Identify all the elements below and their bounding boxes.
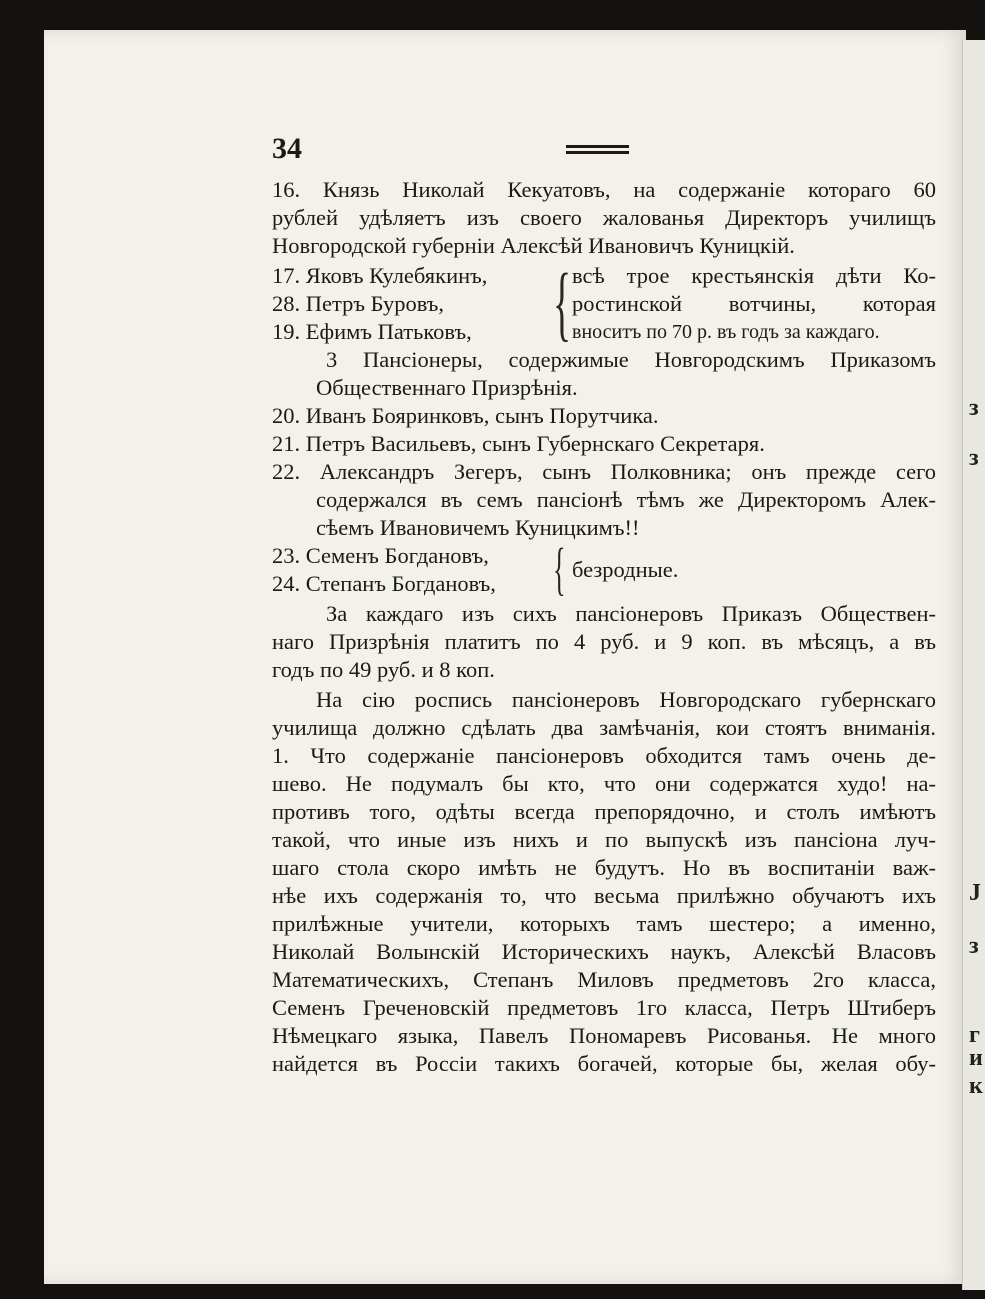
text-line: рублей удѣляетъ изъ своего жалованья Директоръ училищъ: [272, 205, 936, 230]
list-entry: 23. Семенъ Богдановъ,: [272, 543, 489, 568]
text-line: 1. Что содержаніе пансіонеровъ обходится тамъ очень де-: [272, 743, 936, 768]
section-heading: Общественнаго Призрѣнія.: [316, 375, 578, 400]
text-line: содержался въ семъ пансіонѣ тѣмъ же Директоромъ Алек-: [316, 487, 936, 512]
text-line: противъ того, одѣты всегда препорядочно, и столъ имѣютъ: [272, 799, 936, 824]
list-entry: 22. Александръ Зегеръ, сынъ Полковника; онъ прежде сего: [272, 459, 936, 484]
text-line: шаго стола скоро имѣть не будутъ. Но въ воспитаніи важ-: [272, 855, 936, 880]
list-entry: 20. Иванъ Бояринковъ, сынъ Порутчика.: [272, 403, 659, 428]
page-number: 34: [272, 132, 302, 165]
text-line: безродные.: [572, 557, 679, 582]
text-line: Нѣмецкаго языка, Павелъ Пономаревъ Рисованья. Не много: [272, 1023, 936, 1048]
header-rule: [566, 145, 629, 155]
list-entry: 19. Ефимъ Патьковъ,: [272, 319, 472, 344]
section-heading: 3 Пансіонеры, содержимые Новгородскимъ Приказомъ: [326, 347, 936, 372]
text-line: шево. Не подумалъ бы кто, что они содержатся худо! на-: [272, 771, 936, 796]
edge-letter: г: [969, 1022, 980, 1048]
text-line: годъ по 49 руб. и 8 коп.: [272, 657, 495, 682]
text-line: Семенъ Греченовскій предметовъ 1го класса, Петръ Штиберъ: [272, 995, 936, 1020]
edge-letter: и: [969, 1045, 983, 1071]
text-line: такой, что иные изъ нихъ и по выпускѣ изъ пансіона луч-: [272, 827, 936, 852]
text-line: На сію роспись пансіонеровъ Новгородскаго губернскаго: [316, 687, 936, 712]
text-line: 16. Князь Николай Кекуатовъ, на содержаніе котораго 60: [272, 177, 936, 202]
text-line: За каждаго изъ сихъ пансіонеровъ Приказъ Обществен-: [326, 601, 936, 626]
edge-letter: J: [969, 880, 981, 906]
list-entry: 24. Степанъ Богдановъ,: [272, 571, 496, 596]
edge-letter: з: [969, 933, 979, 959]
text-line: прилѣжные учители, которыхъ тамъ шестеро; а именно,: [272, 911, 936, 936]
edge-letter: з: [969, 445, 979, 471]
text-line: вноситъ по 70 р. въ годъ за каждаго.: [572, 321, 880, 343]
text-line: Новгородской губерніи Алексѣй Ивановичъ Куницкій.: [272, 233, 795, 258]
list-entry: 21. Петръ Васильевъ, сынъ Губернскаго Секретаря.: [272, 431, 765, 456]
edge-letter: з: [969, 395, 979, 421]
text-line: найдется въ Россіи такихъ богачей, которые бы, желая обу-: [272, 1051, 936, 1076]
curly-brace: {: [553, 536, 566, 601]
text-line: сѣемъ Ивановичемъ Куницкимъ!!: [316, 515, 640, 540]
text-line: Математическихъ, Степанъ Миловъ предметовъ 2го класса,: [272, 967, 936, 992]
list-entry: 28. Петръ Буровъ,: [272, 291, 445, 316]
edge-letter: к: [969, 1073, 983, 1099]
list-entry: 17. Яковъ Кулебякинъ,: [272, 263, 488, 288]
text-line: ростинской вотчины, которая: [572, 291, 936, 316]
next-page-edge: [962, 40, 985, 1290]
text-line: нѣе ихъ содержанія то, что весьма прилѣжно обучаютъ ихъ: [272, 883, 936, 908]
text-line: наго Призрѣнія платитъ по 4 руб. и 9 коп. въ мѣсяцъ, а въ: [272, 629, 936, 654]
curly-brace: {: [553, 257, 572, 350]
text-line: всѣ трое крестьянскія дѣти Ко-: [572, 263, 936, 288]
text-line: Николай Волынскій Историческихъ наукъ, Алексѣй Власовъ: [272, 939, 936, 964]
text-line: училища должно сдѣлать два замѣчанія, кои стоятъ вниманія.: [272, 715, 936, 740]
